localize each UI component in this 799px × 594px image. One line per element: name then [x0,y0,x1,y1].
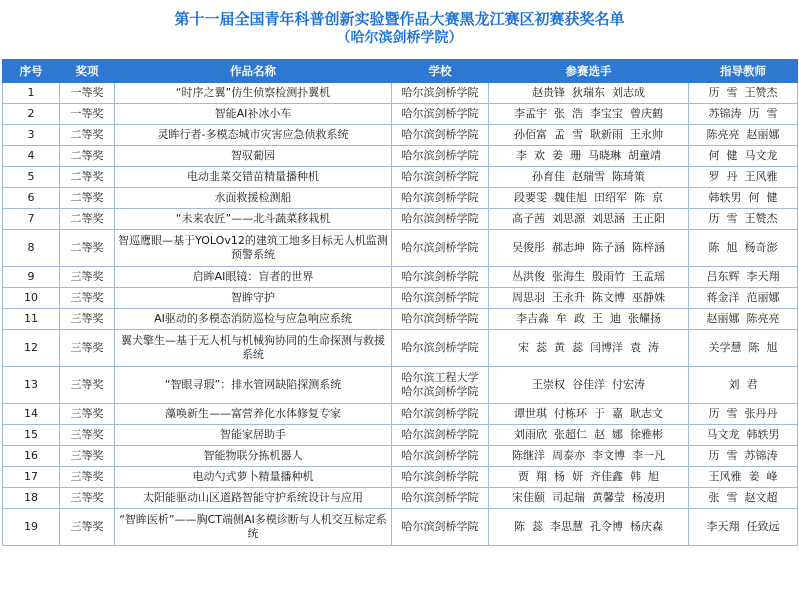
row-seq: 2 [3,104,60,125]
row-players: 孙佰富 孟 雪 耿新雨 王永帅 [489,125,689,146]
awards-table [2,59,798,546]
row-seq: 8 [3,230,60,267]
row-work-name: 电动勺式萝卜精量播种机 [115,467,392,488]
row-players: 李孟宇 张 浩 李宝宝 曾庆鹤 [489,104,689,125]
row-seq: 19 [3,509,60,546]
row-teachers: 历 雪 张丹丹 [689,404,798,425]
row-seq: 7 [3,209,60,230]
header-seq: 序号 [3,60,60,83]
header-school: 学校 [392,60,489,83]
row-players: 丛洪俊 张海生 殷雨竹 王孟瑶 [489,267,689,288]
row-teachers: 王风雅 姜 峰 [689,467,798,488]
table-row [3,209,798,230]
row-work-name: AI驱动的多模态消防巡检与应急响应系统 [115,309,392,330]
row-teachers: 李天翔 任致远 [689,509,798,546]
table-row [3,446,798,467]
row-work-name: 电动韭菜交错苗精量播种机 [115,167,392,188]
row-teachers: 张 雪 赵文超 [689,488,798,509]
row-seq: 16 [3,446,60,467]
row-teachers: 陈 旭 杨奇澎 [689,230,798,267]
row-work-name: 水面救援检测船 [115,188,392,209]
row-award: 三等奖 [60,467,115,488]
table-row [3,330,798,367]
row-school: 哈尔滨剑桥学院 [392,104,489,125]
row-award: 三等奖 [60,288,115,309]
row-work-name: “时序之翼”仿生侦察检测扑翼机 [115,83,392,104]
table-row [3,230,798,267]
row-players: 谭世琪 付栋环 于 嘉 耿志文 [489,404,689,425]
page-title: 第十一届全国青年科普创新实验暨作品大赛黑龙江赛区初赛获奖名单 [174,10,625,28]
row-players: 赵贵锋 狄瑞东 刘志成 [489,83,689,104]
row-teachers: 历 雪 王赞杰 [689,209,798,230]
table-row [3,267,798,288]
row-work-name: 启眸AI眼镜：盲者的世界 [115,267,392,288]
row-award: 一等奖 [60,104,115,125]
row-teachers: 罗 丹 王风雅 [689,167,798,188]
row-work-name: 智能家居助手 [115,425,392,446]
row-seq: 5 [3,167,60,188]
row-work-name: 智巡鹰眼—基于YOLOv12的建筑工地多目标无人机监测预警系统 [115,230,392,267]
header-teachers: 指导教师 [689,60,798,83]
row-teachers: 刘 君 [689,367,798,404]
row-players: 高子茜 刘思源 刘思涵 王正阳 [489,209,689,230]
row-award: 二等奖 [60,230,115,267]
row-award: 三等奖 [60,509,115,546]
row-work-name: “智眼寻瑕”：排水管网缺陷探测系统 [115,367,392,404]
row-award: 二等奖 [60,188,115,209]
row-players: 李吉淼 牟 政 王 迪 张耀扬 [489,309,689,330]
row-players: 陈 蕊 李思慧 孔令博 杨庆森 [489,509,689,546]
row-school: 哈尔滨剑桥学院 [392,309,489,330]
row-work-name: 智能AI补冰小车 [115,104,392,125]
row-work-name: 太阳能驱动山区道路智能守护系统设计与应用 [115,488,392,509]
row-players: 王崇权 谷佳洋 付宏涛 [489,367,689,404]
row-seq: 12 [3,330,60,367]
table-row [3,367,798,404]
row-school: 哈尔滨剑桥学院 [392,125,489,146]
row-teachers: 历 雪 苏锦涛 [689,446,798,467]
row-school: 哈尔滨剑桥学院 [392,83,489,104]
row-teachers: 韩轶男 何 健 [689,188,798,209]
row-teachers: 吕东辉 李天翔 [689,267,798,288]
row-work-name: 翼犬擎生—基于无人机与机械狗协同的生命探测与救援系统 [115,330,392,367]
row-school: 哈尔滨工程大学 哈尔滨剑桥学院 [392,367,489,404]
row-teachers: 历 雪 王赞杰 [689,83,798,104]
table-row [3,488,798,509]
row-school: 哈尔滨剑桥学院 [392,509,489,546]
row-school: 哈尔滨剑桥学院 [392,446,489,467]
row-award: 二等奖 [60,209,115,230]
row-seq: 18 [3,488,60,509]
row-players: 吴俊彤 郝志坤 陈子涵 陈梓涵 [489,230,689,267]
row-seq: 10 [3,288,60,309]
row-teachers: 陈亮亮 赵丽娜 [689,125,798,146]
row-award: 三等奖 [60,425,115,446]
row-seq: 14 [3,404,60,425]
row-school: 哈尔滨剑桥学院 [392,488,489,509]
table-row [3,467,798,488]
table-row [3,167,798,188]
header-work-name: 作品名称 [115,60,392,83]
table-row [3,309,798,330]
row-seq: 1 [3,83,60,104]
row-players: 宋佳颐 司起瑞 黄馨莹 杨凌玥 [489,488,689,509]
row-school: 哈尔滨剑桥学院 [392,209,489,230]
row-players: 贾 翔 杨 妍 齐佳鑫 韩 旭 [489,467,689,488]
row-award: 三等奖 [60,404,115,425]
table-header-row [3,60,798,83]
row-players: 陈继洋 周泰亦 李文博 李一凡 [489,446,689,467]
title-block [0,0,799,48]
row-work-name: 藻唤新生——富营养化水体修复专家 [115,404,392,425]
row-school: 哈尔滨剑桥学院 [392,167,489,188]
row-school: 哈尔滨剑桥学院 [392,188,489,209]
row-seq: 4 [3,146,60,167]
row-players: 李 欢 姜 珊 马晓琳 胡童靖 [489,146,689,167]
row-teachers: 何 健 马文龙 [689,146,798,167]
row-school: 哈尔滨剑桥学院 [392,404,489,425]
row-seq: 17 [3,467,60,488]
table-row [3,146,798,167]
row-school: 哈尔滨剑桥学院 [392,288,489,309]
row-award: 三等奖 [60,267,115,288]
row-work-name: 智驭葡园 [115,146,392,167]
page-subtitle: （哈尔滨剑桥学院） [336,30,463,46]
table-row [3,509,798,546]
row-award: 三等奖 [60,446,115,467]
header-players: 参赛选手 [489,60,689,83]
row-seq: 13 [3,367,60,404]
row-players: 刘雨欣 张超仁 赵 娜 徐雅彬 [489,425,689,446]
header-award: 奖项 [60,60,115,83]
row-players: 孙育佳 赵瑞雪 陈琦策 [489,167,689,188]
row-players: 段要雯 魏佳旭 田绍军 陈 京 [489,188,689,209]
row-work-name: “未来农匠”——北斗蔬菜移栽机 [115,209,392,230]
row-seq: 15 [3,425,60,446]
row-seq: 11 [3,309,60,330]
row-players: 宋 蕊 黄 蕊 闫博洋 袁 涛 [489,330,689,367]
row-award: 一等奖 [60,83,115,104]
table-row [3,188,798,209]
row-award: 二等奖 [60,167,115,188]
row-work-name: 智能物联分拣机器人 [115,446,392,467]
row-teachers: 蒋金洋 范丽娜 [689,288,798,309]
row-award: 三等奖 [60,488,115,509]
table-row [3,288,798,309]
row-teachers: 马文龙 韩轶男 [689,425,798,446]
row-school: 哈尔滨剑桥学院 [392,230,489,267]
row-teachers: 关学慧 陈 旭 [689,330,798,367]
row-award: 三等奖 [60,367,115,404]
row-seq: 6 [3,188,60,209]
table-row [3,404,798,425]
row-players: 周思羽 王永升 陈文博 巫静姝 [489,288,689,309]
row-school: 哈尔滨剑桥学院 [392,467,489,488]
row-award: 三等奖 [60,330,115,367]
row-award: 三等奖 [60,309,115,330]
row-award: 二等奖 [60,146,115,167]
row-work-name: “智眸医析”——胸CT端侧AI多模诊断与人机交互标定系统 [115,509,392,546]
row-work-name: 智眸守护 [115,288,392,309]
row-seq: 9 [3,267,60,288]
row-award: 二等奖 [60,125,115,146]
row-teachers: 苏锦涛 历 雪 [689,104,798,125]
row-seq: 3 [3,125,60,146]
row-teachers: 赵丽娜 陈亮亮 [689,309,798,330]
table-row [3,125,798,146]
row-school: 哈尔滨剑桥学院 [392,267,489,288]
table-row [3,425,798,446]
row-work-name: 灵眸行者-多模态城市灾害应急侦救系统 [115,125,392,146]
row-school: 哈尔滨剑桥学院 [392,425,489,446]
table-row [3,83,798,104]
table-row [3,104,798,125]
row-school: 哈尔滨剑桥学院 [392,146,489,167]
row-school: 哈尔滨剑桥学院 [392,330,489,367]
